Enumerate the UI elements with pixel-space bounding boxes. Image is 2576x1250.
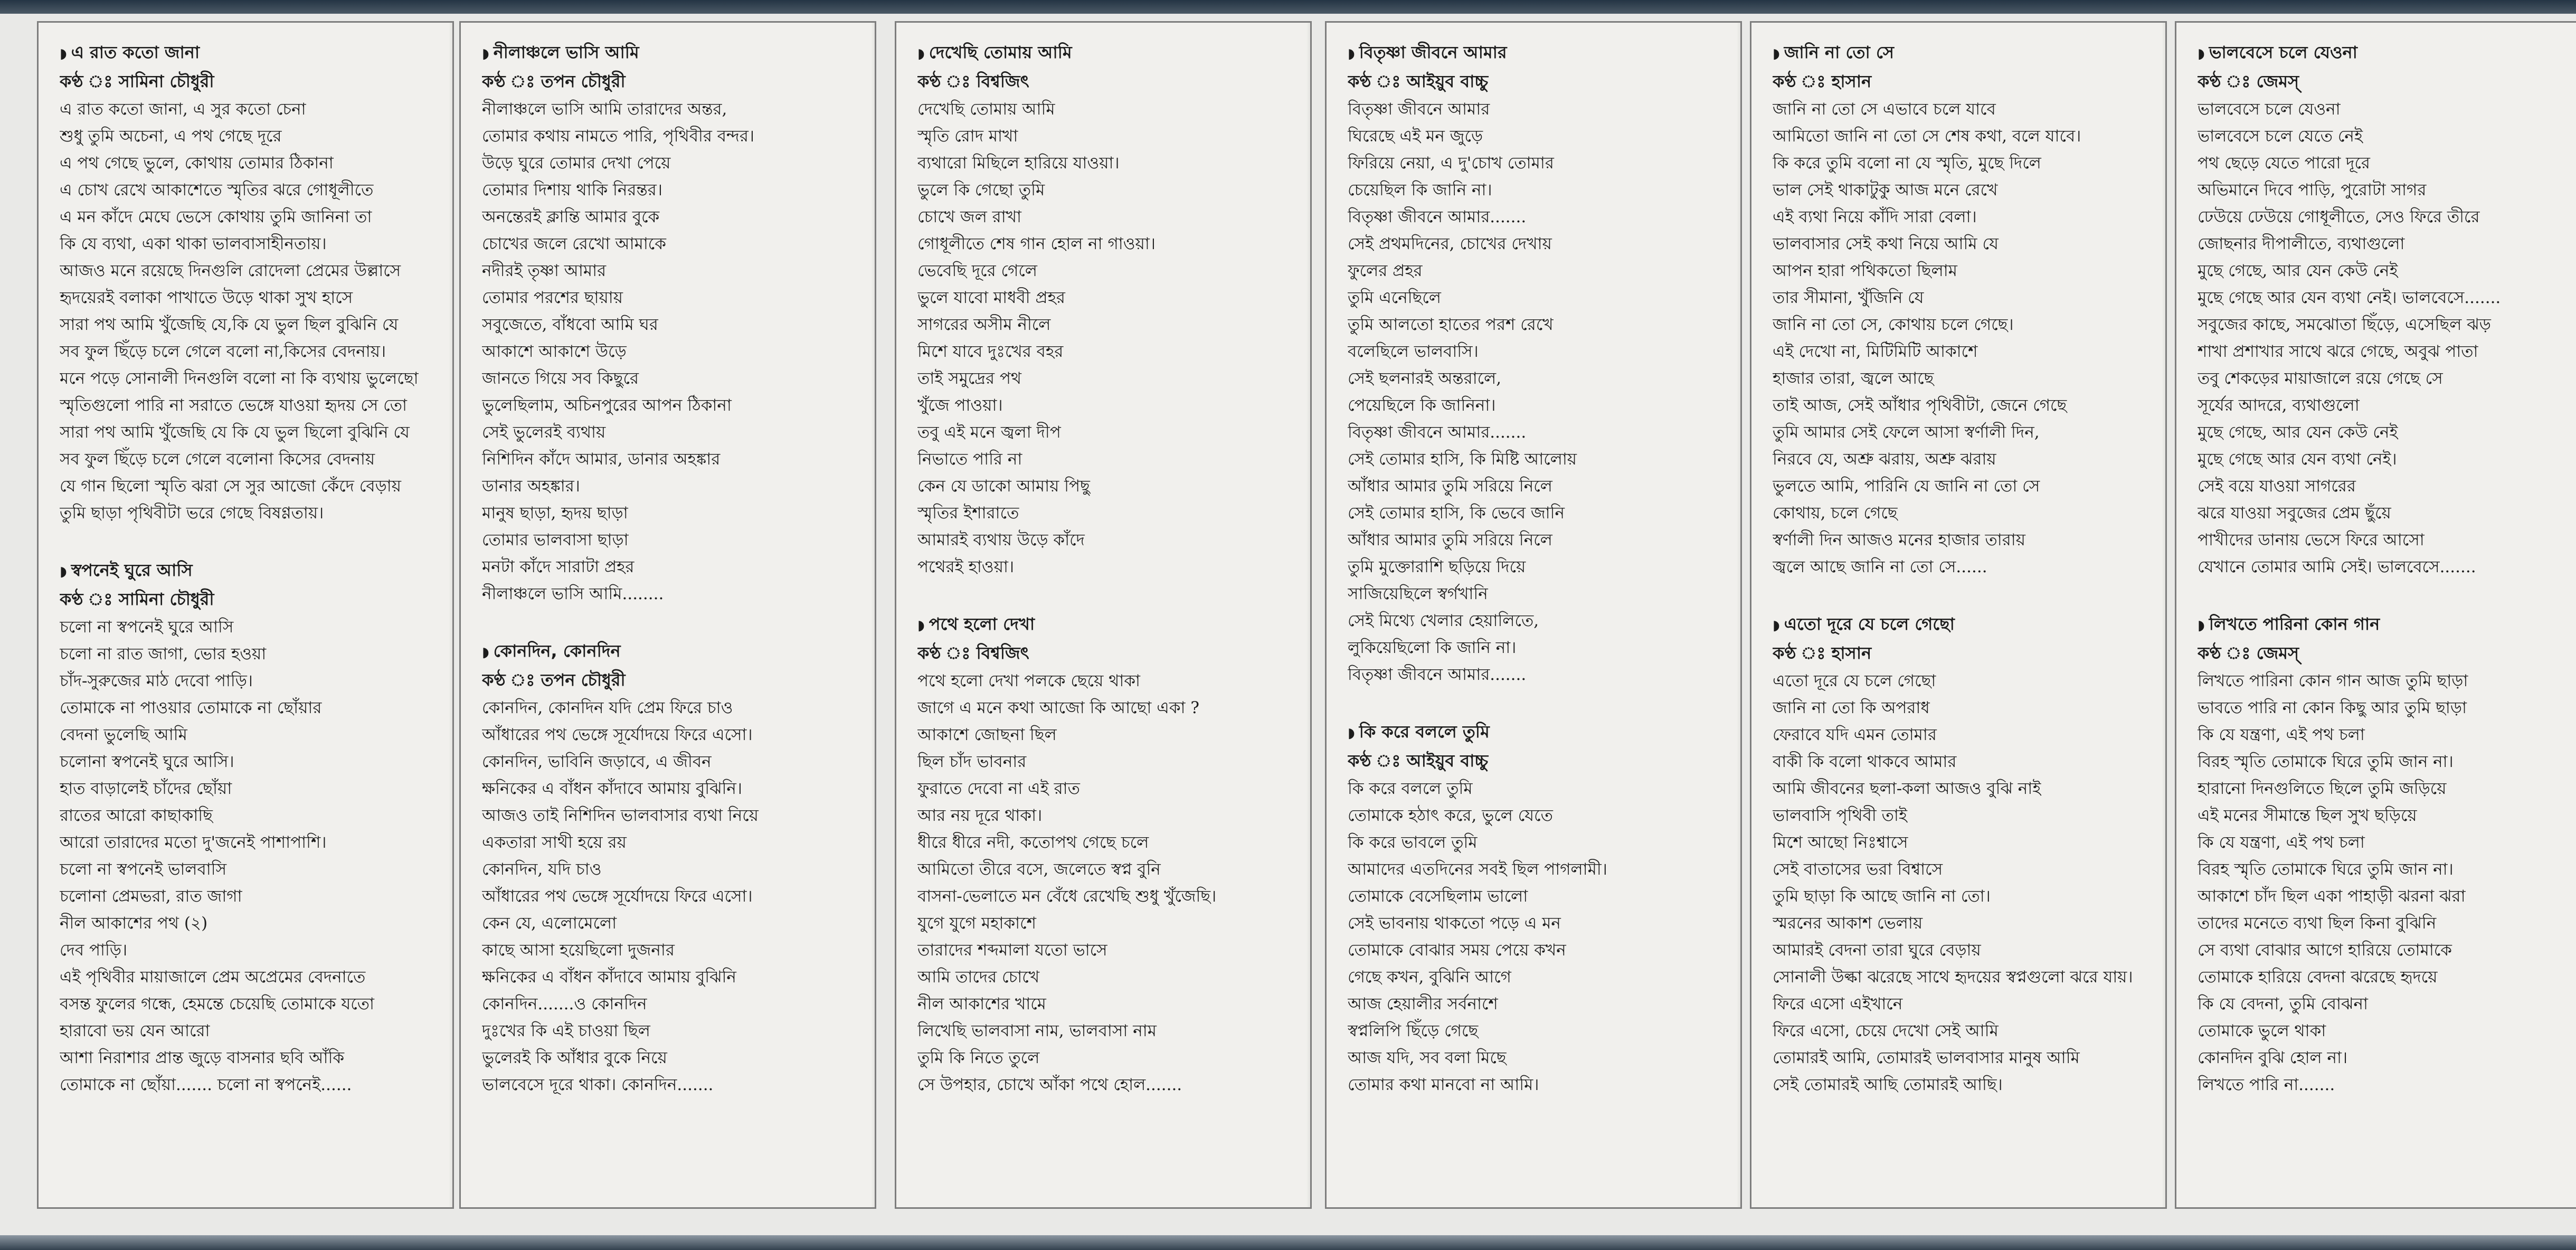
lyric-line: আশা নিরাশার প্রান্ত জুড়ে বাসনার ছবি আঁকি	[60, 1048, 345, 1067]
lyric-line: ছিল চাঁদ ভাবনার	[917, 752, 1027, 771]
lyric-line: তোমার কথা মানবো না আমি।	[1348, 1075, 1539, 1094]
lyric-line: সেই ছলনারই অন্তরালে,	[1348, 369, 1502, 388]
lyric-line: বাকী কি বলো থাকবে আমার	[1773, 752, 1957, 771]
lyric-line: লিখতে পারিনা কোন গান আজ তুমি ছাড়া	[2198, 671, 2468, 690]
lyric-line: সেই ভাবনায় থাকতো পড়ে এ মন	[1348, 914, 1561, 933]
lyric-line: জাগে এ মনে কথা আজো কি আছো একা ?	[917, 698, 1200, 717]
lyric-line: তোমাকে হারিয়ে বেদনা ঝরেছে হৃদয়ে	[2198, 968, 2438, 987]
song-block	[1348, 718, 1740, 1099]
lyric-line: খুঁজে পাওয়া।	[917, 396, 1003, 415]
lyric-line: তোমাকে না ছোঁয়া....... চলো না স্বপনেই......	[60, 1075, 352, 1094]
song-title	[482, 39, 875, 68]
lyric-line: চোখের জলে রেখো আমাকে	[482, 234, 666, 253]
lyric-line: আজ হেয়ালীর সর্বনাশে	[1348, 995, 1498, 1014]
song-block	[917, 610, 1310, 1099]
lyric-line: আমিতো তীরে বসে, জলেতে স্বপ্ন বুনি	[917, 860, 1161, 879]
lyric-line: ডানার অহঙ্কার।	[482, 477, 580, 496]
singer-credit: কণ্ঠ ঃ জেমস্	[2198, 643, 2299, 663]
lyric-line: সবুজের কাছে, সমঝোতা ছিঁড়ে, এসেছিল ঝড়	[2198, 315, 2491, 334]
singer-credit: কণ্ঠ ঃ সামিনা চৌধুরী	[60, 589, 214, 609]
lyric-line: বিরহ স্মৃতি তোমাকে ঘিরে তুমি জান না।	[2198, 752, 2454, 771]
lyric-line: কোনদিন, ভাবিনি জড়াবে, এ জীবন	[482, 752, 712, 771]
singer-credit: কণ্ঠ ঃ বিশ্বজিৎ	[917, 71, 1029, 91]
lyric-line: তোমারই আমি, তোমারই ভালবাসার মানুষ আমি	[1773, 1048, 2080, 1067]
lyric-line: এতো দূরে যে চলে গেছো	[1773, 671, 1936, 690]
lyric-line: দেখেছি তোমায় আমি	[917, 100, 1055, 119]
lyric-line: জানতে গিয়ে সব কিছুরে	[482, 369, 639, 388]
lyric-line: হাত বাড়ালেই চাঁদের ছোঁয়া	[60, 779, 232, 798]
bullet-icon: ◗	[1348, 46, 1355, 62]
lyric-line: সে উপহার, চোখে আঁকা পথে হোল.......	[917, 1075, 1182, 1094]
lyric-line: চলো না রাত জাগা, ভোর হওয়া	[60, 645, 267, 664]
lyric-line: আকাশে আকাশে উড়ে	[482, 342, 627, 361]
song-block	[1348, 39, 1740, 688]
song-block	[60, 556, 452, 1099]
lyric-line: কি যে যন্ত্রণা, এই পথ চলা	[2198, 725, 2365, 744]
lyric-line: বলেছিলে ভালবাসি।	[1348, 342, 1479, 361]
lyric-line: ফুরাতে দেবো না এই রাত	[917, 779, 1080, 798]
lyrics-column-5	[1750, 21, 2167, 1209]
lyric-line: আর নয় দূরে থাকা।	[917, 806, 1043, 825]
lyric-line: তবু এই মনে জ্বলা দীপ	[917, 423, 1061, 442]
lyric-line: আকাশে জোছনা ছিল	[917, 725, 1057, 744]
song-title	[1773, 39, 2165, 68]
lyric-line: আপন হারা পথিকতো ছিলাম	[1773, 261, 1957, 280]
lyric-line: ক্ষনিকের এ বাঁধন কাঁদাবে আমায় বুঝিনি।	[482, 779, 742, 798]
lyric-line: ভালবেসে চলে যেতে নেই	[2198, 127, 2363, 146]
top-edge	[0, 0, 2576, 14]
bullet-icon: ◗	[917, 46, 925, 62]
lyric-line: ভুলতে আমি, পারিনি যে জানি না তো সে	[1773, 477, 2040, 496]
lyric-line: ফিরে এসো, চেয়ে দেখো সেই আমি	[1773, 1021, 1999, 1040]
lyric-line: ভুলেছিলাম, অচিনপুরের আপন ঠিকানা	[482, 396, 732, 415]
singer-credit: কণ্ঠ ঃ আইয়ুব বাচ্চু	[1348, 71, 1489, 91]
lyric-line: শুধু তুমি অচেনা, এ পথ গেছে দূরে	[60, 127, 282, 146]
lyric-line: নীলাঞ্চলে ভাসি আমি........	[482, 584, 664, 603]
song-title-text: বিতৃষ্ণা জীবনে আমার	[1359, 42, 1507, 62]
bullet-icon: ◗	[60, 564, 67, 580]
lyric-line: একতারা সাথী হয়ে রয়	[482, 833, 627, 852]
lyric-line: তাদের মনেতে ব্যথা ছিল কিনা বুঝিনি	[2198, 914, 2437, 933]
lyric-line: এই দেখো না, মিটিমিটি আকাশে	[1773, 342, 1978, 361]
lyric-line: কোথায়, চলে গেছে	[1773, 504, 1898, 523]
lyric-line: নিভাতে পারি না	[917, 450, 1022, 469]
lyric-line: যে গান ছিলো স্মৃতি ঝরা সে সুর আজো কেঁদে বেড়ায়	[60, 477, 402, 496]
lyric-line: এ রাত কতো জানা, এ সুর কতো চেনা	[60, 100, 306, 119]
lyric-line: চলোনা প্রেমভরা, রাত জাগা	[60, 887, 242, 906]
lyric-line: চলোনা স্বপনেই ঘুরে আসি।	[60, 752, 234, 771]
lyric-line: সাজিয়েছিলে স্বর্গখানি	[1348, 584, 1488, 603]
lyric-line: রাতের আরো কাছাকাছি	[60, 806, 213, 825]
lyric-line: অনন্তেরই ক্লান্তি আমার বুকে	[482, 207, 660, 226]
bullet-icon: ◗	[1348, 725, 1355, 741]
lyrics-column-4	[1325, 21, 1742, 1209]
bottom-edge	[0, 1235, 2576, 1250]
lyric-line: সেই প্রথমদিনের, চোখের দেখায়	[1348, 234, 1552, 253]
lyrics-column-2	[459, 21, 876, 1209]
lyric-line: তার সীমানা, খুঁজিনি যে	[1773, 288, 1924, 307]
lyric-line: উড়ে ঘুরে তোমার দেখা পেয়ে	[482, 154, 671, 173]
lyric-line: কেন যে ডাকো আমায় পিছু	[917, 477, 1090, 496]
lyric-line: বেদনা ভুলেছি আমি	[60, 725, 187, 744]
bullet-icon: ◗	[2198, 618, 2205, 633]
lyric-line: বিতৃষ্ণা জীবনে আমার.......	[1348, 665, 1527, 684]
song-title	[917, 610, 1310, 639]
song-title	[1348, 718, 1740, 747]
lyric-line: সারা পথ আমি খুঁজেছি যে,কি যে ভুল ছিল বুঝিনি যে	[60, 315, 399, 334]
lyric-line: আকাশে চাঁদ ছিল একা পাহাড়ী ঝরনা ঝরা	[2198, 887, 2466, 906]
lyric-line: দুঃখের কি এই চাওয়া ছিল	[482, 1021, 650, 1040]
lyric-line: বিতৃষ্ণা জীবনে আমার.......	[1348, 423, 1527, 442]
lyric-line: তোমার দিশায় থাকি নিরন্তর।	[482, 181, 662, 200]
song-title-text: এতো দূরে যে চলে গেছো	[1784, 614, 1955, 634]
lyric-line: মনে পড়ে সোনালী দিনগুলি বলো না কি ব্যথায় ভুলেছো	[60, 369, 419, 388]
lyric-line: নদীরই তৃষ্ণা আমার	[482, 261, 607, 280]
lyric-line: যুগে যুগে মহাকাশে	[917, 914, 1036, 933]
lyrics-column-1	[37, 21, 454, 1209]
lyric-line: কাছে আসা হয়েছিলো দুজনার	[482, 941, 675, 960]
lyric-line: জ্বলে আছে জানি না তো সে......	[1773, 557, 1987, 576]
singer-credit: কণ্ঠ ঃ তপন চৌধুরী	[482, 670, 626, 690]
lyric-line: সাগরের অসীম নীলে	[917, 315, 1051, 334]
lyric-line: কোনদিন.......ও কোনদিন	[482, 995, 647, 1014]
singer-credit: কণ্ঠ ঃ হাসান	[1773, 71, 1872, 91]
lyric-line: ভাল সেই থাকাটুকু আজ মনে রেখে	[1773, 181, 1998, 200]
lyric-line: কেন যে, এলোমেলো	[482, 914, 617, 933]
lyric-line: আজও তাই নিশিদিন ভালবাসার ব্যথা নিয়ে	[482, 806, 759, 825]
lyric-line: তুমি ছাড়া পৃথিবীটা ভরে গেছে বিষণ্ণতায়।	[60, 504, 324, 523]
lyric-line: সব ফুল ছিঁড়ে চলে গেলে বলোনা কিসের বেদনায়	[60, 450, 375, 469]
bullet-icon: ◗	[1773, 618, 1780, 633]
lyric-line: তাই আজ, সেই আঁধার পৃথিবীটা, জেনে গেছে	[1773, 396, 2067, 415]
lyric-line: যেখানে তোমার আমি সেই। ভালবেসে.......	[2198, 557, 2476, 576]
lyric-line: মনটা কাঁদে সারাটা প্রহর	[482, 557, 634, 576]
lyric-line: তোমাকে বেসেছিলাম ভালো	[1348, 887, 1528, 906]
lyric-line: সেই বাতাসের ভরা বিশ্বাসে	[1773, 860, 1943, 879]
song-block	[1773, 610, 2165, 1099]
lyric-line: ব্যথারো মিছিলে হারিয়ে যাওয়া।	[917, 154, 1120, 173]
lyric-line: আরো তারাদের মতো দু'জনেই পাশাপাশি।	[60, 833, 327, 852]
lyric-line: অভিমানে দিবে পাড়ি, পুরোটা সাগর	[2198, 181, 2427, 200]
lyrics-panels	[21, 21, 2560, 1233]
lyrics-column-6	[2175, 21, 2576, 1209]
lyric-line: সবুজেতে, বাঁধবো আমি ঘর	[482, 315, 658, 334]
lyric-line: তোমার পরশের ছায়ায়	[482, 288, 623, 307]
lyric-line: ভালবাসি পৃথিবী তাই	[1773, 806, 1907, 825]
song-block	[2198, 39, 2576, 581]
lyric-line: কি করে ভাবলে তুমি	[1348, 833, 1478, 852]
lyric-line: ভুলে কি গেছো তুমি	[917, 181, 1045, 200]
lyric-line: এ মন কাঁদে মেঘে ভেসে কোথায় তুমি জানিনা তা	[60, 207, 372, 226]
lyric-line: তাই সমুদ্রের পথ	[917, 369, 1022, 388]
lyric-line: আমারই বেদনা তারা ঘুরে বেড়ায়	[1773, 941, 1981, 960]
lyric-line: জানি না তো সে, কোথায় চলে গেছে।	[1773, 315, 2014, 334]
lyric-line: ভাবতে পারি না কোন কিছু আর তুমি ছাড়া	[2198, 698, 2467, 717]
song-title-text: পথে হলো দেখা	[929, 614, 1035, 634]
lyric-line: লিখতে পারি না.......	[2198, 1075, 2335, 1094]
lyric-line: আমাদের এতদিনের সবই ছিল পাগলামী।	[1348, 860, 1607, 879]
lyric-line: তুমি এনেছিলে	[1348, 288, 1441, 307]
lyric-line: তোমাকে ভুলে থাকা	[2198, 1021, 2326, 1040]
lyric-line: জানি না তো কি অপরাধ	[1773, 698, 1930, 717]
lyric-line: মুছে গেছে আর যেন ব্যথা নেই। ভালবেসে.......	[2198, 288, 2501, 307]
lyric-line: ফিরে এসো এইখানে	[1773, 995, 1903, 1014]
song-block	[60, 39, 452, 527]
lyric-line: জানি না তো সে এভাবে চলে যাবে	[1773, 100, 1996, 119]
lyric-line: তারাদের শব্দমালা যতো ভাসে	[917, 941, 1107, 960]
bullet-icon: ◗	[917, 618, 925, 633]
lyric-line: এ চোখ রেখে আকাশেতে স্মৃতির ঝরে গোধূলীতে	[60, 181, 374, 200]
lyric-line: আজও মনে রয়েছে দিনগুলি রোদেলা প্রেমের উল্লাসে	[60, 261, 401, 280]
lyric-line: মুছে গেছে আর যেন ব্যথা নেই।	[2198, 450, 2397, 469]
lyric-line: সূর্যের আদরে, ব্যথাগুলো	[2198, 396, 2360, 415]
lyric-line: ঢেউয়ে ঢেউয়ে গোধূলীতে, সেও ফিরে তীরে	[2198, 207, 2480, 226]
lyric-line: কোনদিন বুঝি হোল না।	[2198, 1048, 2348, 1067]
song-title	[917, 39, 1310, 68]
lyric-line: মিশে যাবে দুঃখের বহর	[917, 342, 1064, 361]
song-title	[2198, 39, 2576, 68]
lyric-line: চলো না স্বপনেই ঘুরে আসি	[60, 618, 234, 637]
song-title	[60, 556, 452, 585]
lyric-line: নিরবে যে, অশ্রু ঝরায়, অশ্রু ঝরায়	[1773, 450, 1996, 469]
lyric-line: তোমাকে বোঝার সময় পেয়ে কখন	[1348, 941, 1566, 960]
lyric-line: এই মনের সীমান্তে ছিল সুখ ছড়িয়ে	[2198, 806, 2417, 825]
lyric-line: মানুষ ছাড়া, হৃদয় ছাড়া	[482, 504, 628, 523]
lyric-line: এ পথ গেছে ভুলে, কোথায় তোমার ঠিকানা	[60, 154, 334, 173]
lyric-line: আঁধারের পথ ভেঙ্গে সূর্যোদয়ে ফিরে এসো।	[482, 887, 753, 906]
lyric-line: সেই তোমারই আছি তোমারই আছি।	[1773, 1075, 2003, 1094]
lyric-line: স্বর্ণালী দিন আজও মনের হাজার তারায়	[1773, 531, 2026, 550]
lyric-line: কি করে বললে তুমি	[1348, 779, 1473, 798]
song-title	[2198, 610, 2576, 639]
lyric-line: সব ফুল ছিঁড়ে চলে গেলে বলো না,কিসের বেদনায়।	[60, 342, 386, 361]
lyric-line: সেই তোমার হাসি, কি মিষ্টি আলোয়	[1348, 450, 1577, 469]
lyric-line: বিতৃষ্ণা জীবনে আমার.......	[1348, 207, 1527, 226]
lyric-line: স্মরনের আকাশ ভেলায়	[1773, 914, 1923, 933]
lyric-line: তোমাকে হঠাৎ করে, ভুলে যেতে	[1348, 806, 1553, 825]
lyric-line: আজ যদি, সব বলা মিছে	[1348, 1048, 1507, 1067]
lyric-line: তোমাকে না পাওয়ার তোমাকে না ছোঁয়ার	[60, 698, 322, 717]
lyric-line: পথেরই হাওয়া।	[917, 557, 1015, 576]
lyric-line: সে ব্যথা বোঝার আগে হারিয়ে তোমাকে	[2198, 941, 2452, 960]
lyric-line: স্বপ্নলিপি ছিঁড়ে গেছে	[1348, 1021, 1479, 1040]
lyric-line: নীলাঞ্চলে ভাসি আমি তারাদের অন্তর,	[482, 100, 727, 119]
lyric-line: নীল আকাশের পথ (২)	[60, 914, 208, 933]
lyric-line: তুমি মুক্তোরাশি ছড়িয়ে দিয়ে	[1348, 557, 1526, 576]
lyric-line: বিরহ স্মৃতি তোমাকে ঘিরে তুমি জান না।	[2198, 860, 2454, 879]
song-block	[2198, 610, 2576, 1099]
lyric-line: আমিতো জানি না তো সে শেষ কথা, বলে যাবে।	[1773, 127, 2081, 146]
lyric-line: চলো না স্বপনেই ভালবাসি	[60, 860, 227, 879]
lyric-line: আমি জীবনের ছলা-কলা আজও বুঝি নাই	[1773, 779, 2041, 798]
lyric-line: সোনালী উল্কা ঝরেছে সাথে হৃদয়ের স্বপ্নগুলো ঝরে যায়।	[1773, 968, 2133, 987]
lyric-line: সেই মিথ্যে খেলার হেয়ালিতে,	[1348, 611, 1539, 630]
lyric-line: তুমি আমার সেই ফেলে আসা স্বর্ণালী দিন,	[1773, 423, 2040, 442]
lyric-line: ভুলে যাবো মাধবী প্রহর	[917, 288, 1065, 307]
singer-credit: কণ্ঠ ঃ আইয়ুব বাচ্চু	[1348, 751, 1489, 771]
lyric-line: ঝরে যাওয়া সবুজের প্রেম ছুঁয়ে	[2198, 504, 2391, 523]
lyric-line: বিতৃষ্ণা জীবনে আমার	[1348, 100, 1490, 119]
singer-credit: কণ্ঠ ঃ সামিনা চৌধুরী	[60, 71, 214, 91]
song-block	[482, 637, 875, 1099]
lyric-line: তবু শেকড়ের মায়াজালে রয়ে গেছে সে	[2198, 369, 2443, 388]
lyric-line: পথ ছেড়ে যেতে পারো দূরে	[2198, 154, 2370, 173]
lyric-line: পাখীদের ডানায় ভেসে ফিরে আসো	[2198, 531, 2425, 550]
lyric-line: তুমি আলতো হাতের পরশ রেখে	[1348, 315, 1554, 334]
lyric-line: আমি তাদের চোখে	[917, 968, 1040, 987]
lyric-line: গোধূলীতে শেষ গান হোল না গাওয়া।	[917, 234, 1156, 253]
lyric-line: মুছে গেছে, আর যেন কেউ নেই	[2198, 423, 2398, 442]
lyric-line: মিশে আছো নিঃশ্বাসে	[1773, 833, 1908, 852]
lyric-line: নিশিদিন কাঁদে আমার, ডানার অহঙ্কার	[482, 450, 721, 469]
lyric-line: ক্ষনিকের এ বাঁধন কাঁদাবে আমায় বুঝিনি	[482, 968, 736, 987]
lyric-line: দেব পাড়ি।	[60, 941, 128, 960]
lyric-line: বাসনা-ভেলাতে মন বেঁধে রেখেছি শুধু খুঁজেছি।	[917, 887, 1217, 906]
lyric-line: স্মৃতিগুলো পারি না সরাতে ভেঙ্গে যাওয়া হৃদয় সে তো	[60, 396, 407, 415]
song-title-text: নীলাঞ্চলে ভাসি আমি	[493, 42, 639, 62]
lyric-line: ভালবাসার সেই কথা নিয়ে আমি যে	[1773, 234, 1999, 253]
song-block	[917, 39, 1310, 581]
bullet-icon: ◗	[482, 46, 489, 62]
lyric-line: চোখে জল রাখা	[917, 207, 1022, 226]
lyric-line: পেয়েছিলে কি জানিনা।	[1348, 396, 1496, 415]
lyric-line: লিখেছি ভালবাসা নাম, ভালবাসা নাম	[917, 1021, 1157, 1040]
song-title	[1348, 39, 1740, 68]
lyric-line: বসন্ত ফুলের গন্ধে, হেমন্তে চেয়েছি তোমাকে যতো	[60, 995, 374, 1014]
song-title	[1773, 610, 2165, 639]
bullet-icon: ◗	[482, 645, 489, 660]
lyric-line: ভালবেসে দূরে থাকা। কোনদিন.......	[482, 1075, 714, 1094]
lyric-line: এই পৃথিবীর মায়াজালে প্রেম অপ্রেমের বেদনাতে	[60, 968, 366, 987]
lyric-line: পথে হলো দেখা পলকে ছেয়ে থাকা	[917, 671, 1140, 690]
singer-credit: কণ্ঠ ঃ হাসান	[1773, 643, 1872, 663]
song-title-text: ভালবেসে চলে যেওনা	[2209, 42, 2357, 62]
lyric-line: এই ব্যথা নিয়ে কাঁদি সারা বেলা।	[1773, 207, 1977, 226]
lyric-line: গেছে কখন, বুঝিনি আগে	[1348, 968, 1511, 987]
lyric-line: লুকিয়েছিলো কি জানি না।	[1348, 638, 1517, 657]
lyric-line: আঁধার আমার তুমি সরিয়ে নিলে	[1348, 477, 1552, 496]
lyric-line: আমারই ব্যথায় উড়ে কাঁদে	[917, 531, 1085, 550]
singer-credit: কণ্ঠ ঃ জেমস্	[2198, 71, 2299, 91]
singer-credit: কণ্ঠ ঃ বিশ্বজিৎ	[917, 643, 1029, 663]
lyric-line: নীল আকাশের খামে	[917, 995, 1046, 1014]
lyric-line: স্মৃতির ইশারাতে	[917, 504, 1019, 523]
song-title	[482, 637, 875, 666]
bullet-icon: ◗	[60, 46, 67, 62]
song-block	[482, 39, 875, 608]
lyric-line: হৃদয়েরই বলাকা পাখাতে উড়ে থাকা সুখ হাসে	[60, 288, 353, 307]
lyric-line: সেই বয়ে যাওয়া সাগরের	[2198, 477, 2356, 496]
lyric-line: ভালবেসে চলে যেওনা	[2198, 100, 2341, 119]
lyric-line: তোমার ভালবাসা ছাড়া	[482, 531, 629, 550]
lyric-line: ফেরাবে যদি এমন তোমার	[1773, 725, 1937, 744]
lyric-line: কোনদিন, যদি চাও	[482, 860, 602, 879]
lyric-line: চেয়েছিল কি জানি না।	[1348, 181, 1492, 200]
song-title-text: জানি না তো সে	[1784, 42, 1895, 62]
lyric-line: তুমি ছাড়া কি আছে জানি না তো।	[1773, 887, 1991, 906]
lyric-line: ভেবেছি দূরে গেলে	[917, 261, 1037, 280]
lyrics-column-3	[895, 21, 1312, 1209]
lyric-line: স্মৃতি রোদ মাখা	[917, 127, 1018, 146]
lyric-line: আঁধারের পথ ভেঙ্গে সূর্যোদয়ে ফিরে এসো।	[482, 725, 753, 744]
lyric-line: সেই ভুলেরই ব্যথায়	[482, 423, 606, 442]
song-title-text: দেখেছি তোমায় আমি	[929, 42, 1072, 62]
lyric-line: তোমার কথায় নামতে পারি, পৃথিবীর বন্দর।	[482, 127, 755, 146]
lyric-line: সারা পথ আমি খুঁজেছি যে কি যে ভুল ছিলো বুঝিনি যে	[60, 423, 410, 442]
lyric-line: কি যে বেদনা, তুমি বোঝনা	[2198, 995, 2368, 1014]
bullet-icon: ◗	[1773, 46, 1780, 62]
lyric-line: মুছে গেছে, আর যেন কেউ নেই	[2198, 261, 2398, 280]
song-title-text: লিখতে পারিনা কোন গান	[2209, 614, 2380, 634]
lyric-line: ফিরিয়ে নেয়া, এ দু'চোখ তোমার	[1348, 154, 1554, 173]
lyric-line: ঘিরেছে এই মন জুড়ে	[1348, 127, 1483, 146]
song-title-text: এ রাত কতো জানা	[71, 42, 200, 62]
song-title-text: কোনদিন, কোনদিন	[493, 641, 621, 661]
lyric-line: শাখা প্রশাখার সাথে ঝরে গেছে, অবুঝ পাতা	[2198, 342, 2478, 361]
lyric-line: হাজার তারা, জ্বলে আছে	[1773, 369, 1934, 388]
lyric-line: কোনদিন, কোনদিন যদি প্রেম ফিরে চাও	[482, 698, 733, 717]
lyric-line: আঁধার আমার তুমি সরিয়ে নিলে	[1348, 531, 1552, 550]
song-title-text: কি করে বললে তুমি	[1359, 722, 1490, 742]
bullet-icon: ◗	[2198, 46, 2205, 62]
lyric-line: জোছনার দীপালীতে, ব্যথাগুলো	[2198, 234, 2405, 253]
lyric-line: সেই তোমার হাসি, কি ভেবে জানি	[1348, 504, 1565, 523]
lyric-line: তুমি কি নিতে তুলে	[917, 1048, 1040, 1067]
lyric-line: ভুলেরই কি আঁধার বুকে নিয়ে	[482, 1048, 667, 1067]
song-title-text: স্বপনেই ঘুরে আসি	[71, 560, 193, 580]
singer-credit: কণ্ঠ ঃ তপন চৌধুরী	[482, 71, 626, 91]
lyric-line: কি যে যন্ত্রণা, এই পথ চলা	[2198, 833, 2365, 852]
lyric-line: হারাবো ভয় যেন আরো	[60, 1021, 210, 1040]
lyric-line: চাঁদ-সুরুজের মাঠ দেবো পাড়ি।	[60, 671, 253, 690]
song-title	[60, 39, 452, 68]
song-block	[1773, 39, 2165, 581]
lyric-line: কি যে ব্যথা, একা থাকা ভালবাসাহীনতায়।	[60, 234, 327, 253]
lyric-line: হারানো দিনগুলিতে ছিলে তুমি জড়িয়ে	[2198, 779, 2447, 798]
lyric-line: ধীরে ধীরে নদী, কতোপথ গেছে চলে	[917, 833, 1149, 852]
lyric-line: ফুলের প্রহর	[1348, 261, 1423, 280]
lyric-line: কি করে তুমি বলো না যে স্মৃতি, মুছে দিলে	[1773, 154, 2041, 173]
